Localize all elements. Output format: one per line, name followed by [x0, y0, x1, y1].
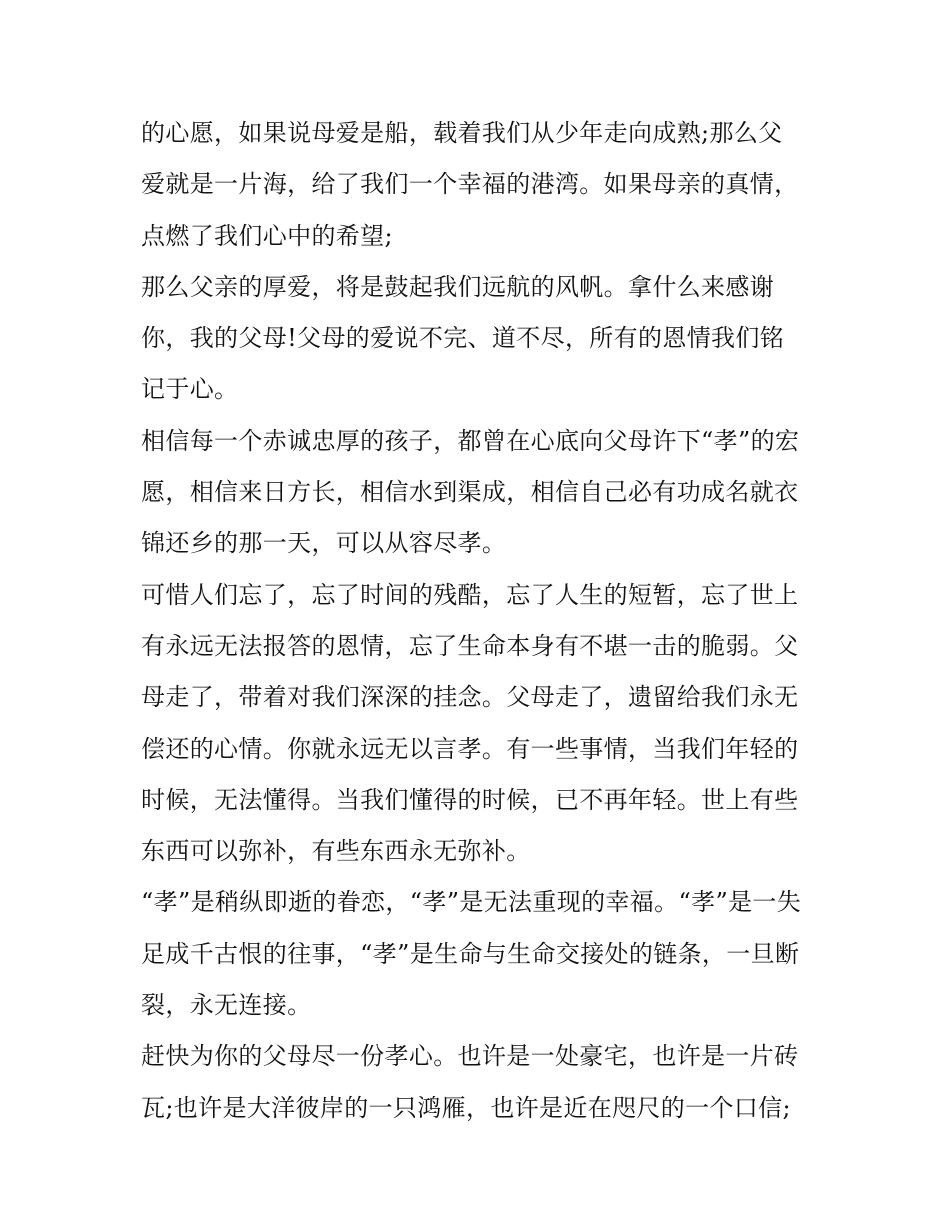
text-line: 东西可以弥补，有些东西永无弥补。: [141, 837, 531, 866]
text-line: 点燃了我们心中的希望;: [141, 221, 393, 250]
text-line: 你，我的父母!父母的爱说不完、道不尽，所有的恩情我们铭: [141, 324, 785, 353]
text-line: 相信每一个赤诚忠厚的孩子，都曾在心底向父母许下“孝”的宏: [141, 426, 800, 455]
text-line: 愿，相信来日方长，相信水到渠成，相信自己必有功成名就衣: [141, 478, 799, 507]
text-line: 有永远无法报答的恩情，忘了生命本身有不堪一击的脆弱。父: [141, 631, 799, 660]
text-line: 可惜人们忘了，忘了时间的残酷，忘了人生的短暂，忘了世上: [141, 580, 799, 609]
text-line: 裂，永无连接。: [141, 991, 312, 1020]
text-line: 母走了，带着对我们深深的挂念。父母走了，遗留给我们永无: [141, 683, 799, 712]
text-line: 记于心。: [141, 375, 239, 404]
text-line: 时候，无法懂得。当我们懂得的时候，已不再年轻。世上有些: [141, 785, 799, 814]
text-line: 锦还乡的那一天，可以从容尽孝。: [141, 529, 507, 558]
text-line: 赶快为你的父母尽一份孝心。也许是一处豪宅，也许是一片砖: [141, 1042, 799, 1071]
text-line: 足成千古恨的往事，“孝”是生命与生命交接处的链条，一旦断: [141, 939, 800, 968]
text-line: 瓦;也许是大洋彼岸的一只鸿雁，也许是近在咫尺的一个口信;: [141, 1093, 791, 1122]
text-line: 的心愿，如果说母爱是船，载着我们从少年走向成熟;那么父: [141, 119, 783, 147]
text-line: 爱就是一片海，给了我们一个幸福的港湾。如果母亲的真情，: [141, 170, 799, 199]
text-line: 那么父亲的厚爱，将是鼓起我们远航的风帆。拿什么来感谢: [141, 272, 775, 301]
text-line: “孝”是稍纵即逝的眷恋，“孝”是无法重现的幸福。“孝”是一失: [141, 888, 802, 917]
text-line: 偿还的心情。你就永远无以言孝。有一些事情，当我们年轻的: [141, 734, 799, 763]
document-body: [141, 108, 821, 1134]
